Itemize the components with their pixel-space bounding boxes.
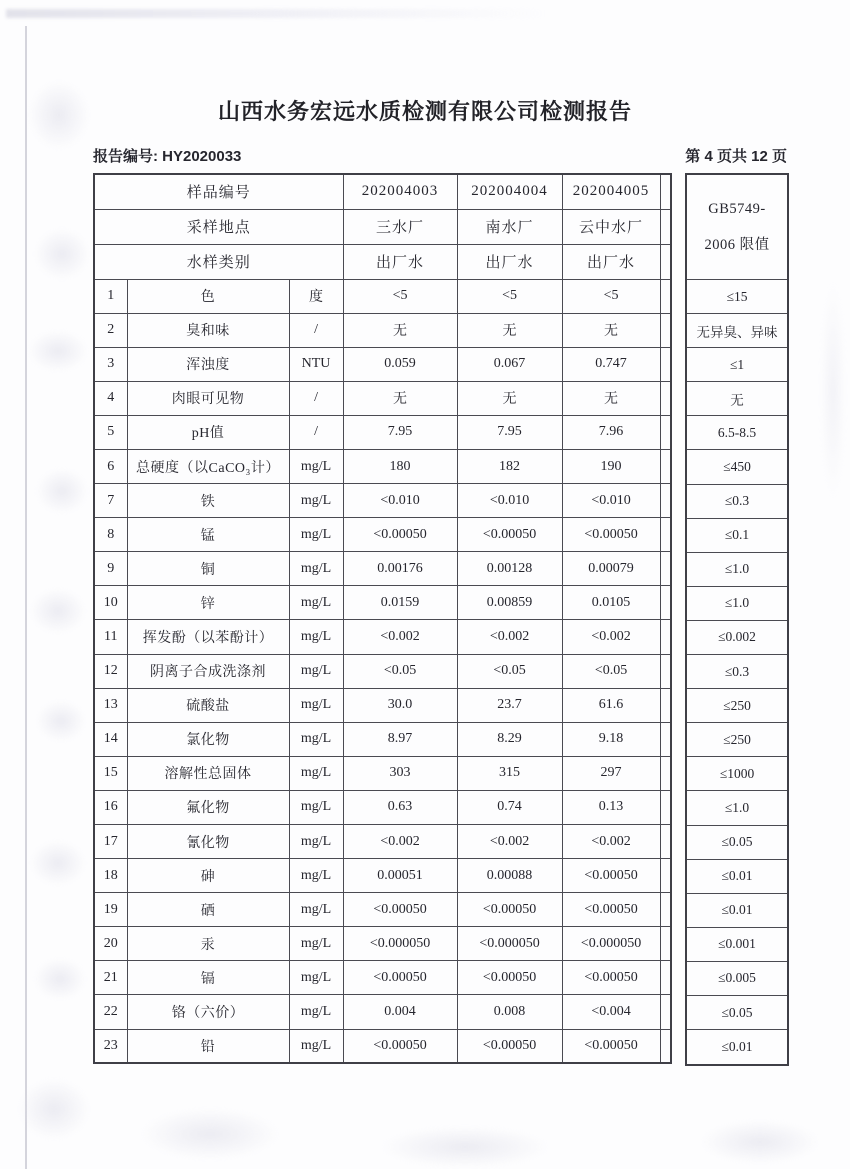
cell-v1: <0.00050 [343, 1029, 457, 1063]
page-title: 山西水务宏远水质检测有限公司检测报告 [217, 99, 632, 124]
cell-v1: <5 [343, 279, 457, 313]
cell-unit: / [289, 313, 343, 347]
cell-v2: 0.00859 [457, 586, 562, 620]
header-row-sample-no [94, 174, 671, 209]
cell-no: 4 [94, 381, 127, 415]
cell-v2: <0.002 [457, 620, 562, 654]
scan-blot [30, 588, 86, 634]
spacer-cell [660, 347, 671, 381]
cell-v1: 303 [343, 756, 457, 790]
cell-v3: <0.05 [562, 654, 660, 688]
cell-no: 10 [94, 586, 127, 620]
cell-unit: mg/L [289, 518, 343, 552]
scan-blot [380, 1126, 550, 1168]
cell-no: 19 [94, 893, 127, 927]
result-row [94, 893, 671, 927]
scan-blot [28, 330, 88, 372]
cell-v1: <0.00050 [343, 961, 457, 995]
result-row [94, 484, 671, 518]
cell-no: 12 [94, 654, 127, 688]
cell-v2: 无 [457, 381, 562, 415]
limit-cell: ≤1 [687, 348, 787, 382]
result-row [94, 347, 671, 381]
cell-no: 22 [94, 995, 127, 1029]
cell-v2: 8.29 [457, 722, 562, 756]
cell-name: 色 [127, 279, 289, 313]
cell-unit: mg/L [289, 688, 343, 722]
spacer-cell [660, 927, 671, 961]
location-label: 采样地点 [94, 209, 343, 244]
cell-no: 18 [94, 859, 127, 893]
cell-v2: <0.010 [457, 484, 562, 518]
sample-no-1: 202004003 [343, 174, 457, 209]
location-1: 三水厂 [343, 209, 457, 244]
cell-unit: mg/L [289, 620, 343, 654]
cell-name: 铬（六价） [127, 995, 289, 1029]
cell-no: 9 [94, 552, 127, 586]
spacer-cell [660, 961, 671, 995]
cell-v3: 无 [562, 313, 660, 347]
results-body [94, 279, 671, 1063]
sample-no-label: 样品编号 [94, 174, 343, 209]
limit-standard-line1: GB5749- [708, 200, 766, 217]
limit-cell: ≤0.01 [687, 894, 787, 928]
cell-v2: 7.95 [457, 415, 562, 449]
cell-v1: 180 [343, 449, 457, 483]
cell-v1: 0.059 [343, 347, 457, 381]
limit-standard-header [687, 175, 787, 280]
cell-no: 7 [94, 484, 127, 518]
cell-unit: mg/L [289, 790, 343, 824]
cell-v2: 无 [457, 313, 562, 347]
cell-v2: <0.002 [457, 825, 562, 859]
limit-cell: ≤1.0 [687, 587, 787, 621]
spacer-cell [660, 484, 671, 518]
cell-unit: mg/L [289, 654, 343, 688]
cell-v1: <0.000050 [343, 927, 457, 961]
spacer-cell [660, 620, 671, 654]
cell-name: 挥发酚（以苯酚计） [127, 620, 289, 654]
spacer-cell [660, 415, 671, 449]
category-label: 水样类别 [94, 244, 343, 279]
result-row [94, 586, 671, 620]
cell-v1: <0.010 [343, 484, 457, 518]
cell-name: 氰化物 [127, 825, 289, 859]
cell-name: 铅 [127, 1029, 289, 1063]
spacer-cell [660, 859, 671, 893]
cell-unit: mg/L [289, 722, 343, 756]
cell-v2: 0.74 [457, 790, 562, 824]
scan-edge-line [25, 26, 27, 1169]
cell-v3: <0.010 [562, 484, 660, 518]
limits-table [685, 173, 789, 1066]
limit-cell: ≤0.05 [687, 996, 787, 1030]
cell-v3: 7.96 [562, 415, 660, 449]
spacer-cell [660, 756, 671, 790]
spacer-cell [660, 279, 671, 313]
scan-blot [30, 840, 86, 886]
scan-blot [820, 280, 846, 500]
cell-unit: mg/L [289, 961, 343, 995]
cell-no: 1 [94, 279, 127, 313]
cell-v2: 0.008 [457, 995, 562, 1029]
limit-cell: ≤450 [687, 450, 787, 484]
cell-v1: <0.05 [343, 654, 457, 688]
cell-v2: 0.00128 [457, 552, 562, 586]
cell-unit: mg/L [289, 449, 343, 483]
spacer-cell [660, 995, 671, 1029]
limit-cell: ≤0.1 [687, 519, 787, 553]
cell-v1: 0.63 [343, 790, 457, 824]
limit-cell: ≤0.3 [687, 485, 787, 519]
sample-no-2: 202004004 [457, 174, 562, 209]
spacer-cell [660, 209, 671, 244]
limit-cell: ≤0.002 [687, 621, 787, 655]
result-row [94, 381, 671, 415]
cell-no: 13 [94, 688, 127, 722]
cell-v2: <0.00050 [457, 518, 562, 552]
cell-no: 23 [94, 1029, 127, 1063]
results-table [93, 173, 672, 1064]
cell-unit: / [289, 415, 343, 449]
result-row [94, 1029, 671, 1063]
cell-name: 阴离子合成洗涤剂 [127, 654, 289, 688]
cell-no: 2 [94, 313, 127, 347]
cell-no: 8 [94, 518, 127, 552]
cell-unit: NTU [289, 347, 343, 381]
cell-no: 20 [94, 927, 127, 961]
result-row [94, 995, 671, 1029]
sample-no-3: 202004005 [562, 174, 660, 209]
result-row [94, 279, 671, 313]
cell-name: 锌 [127, 586, 289, 620]
cell-unit: mg/L [289, 995, 343, 1029]
scan-blot [140, 1108, 280, 1160]
cell-v1: 无 [343, 313, 457, 347]
cell-unit: mg/L [289, 586, 343, 620]
cell-v1: 30.0 [343, 688, 457, 722]
spacer-cell [660, 381, 671, 415]
category-2: 出厂水 [457, 244, 562, 279]
cell-no: 17 [94, 825, 127, 859]
cell-v3: <0.00050 [562, 518, 660, 552]
limit-standard-line2: 2006 限值 [704, 236, 770, 253]
spacer-cell [660, 790, 671, 824]
scan-blot [34, 958, 86, 1000]
cell-name: pH值 [127, 415, 289, 449]
cell-v3: <0.002 [562, 825, 660, 859]
cell-no: 3 [94, 347, 127, 381]
cell-v2: 182 [457, 449, 562, 483]
scan-blot [36, 700, 86, 742]
cell-no: 5 [94, 415, 127, 449]
cell-no: 16 [94, 790, 127, 824]
limit-cell: ≤1000 [687, 757, 787, 791]
spacer-cell [660, 174, 671, 209]
cell-v3: <0.00050 [562, 961, 660, 995]
cell-v3: <0.00050 [562, 1029, 660, 1063]
cell-name: 铜 [127, 552, 289, 586]
cell-name: 硒 [127, 893, 289, 927]
report-number: 报告编号: HY2020033 [93, 148, 242, 165]
cell-unit: mg/L [289, 893, 343, 927]
result-row [94, 313, 671, 347]
cell-name: 汞 [127, 927, 289, 961]
cell-v1: 0.0159 [343, 586, 457, 620]
limit-cell: 无 [687, 382, 787, 416]
spacer-cell [660, 825, 671, 859]
cell-v2: <0.000050 [457, 927, 562, 961]
cell-no: 11 [94, 620, 127, 654]
cell-name: 肉眼可见物 [127, 381, 289, 415]
spacer-cell [660, 313, 671, 347]
limit-cell: ≤1.0 [687, 553, 787, 587]
report-meta-row [93, 145, 787, 166]
location-3: 云中水厂 [562, 209, 660, 244]
scan-blot [34, 228, 90, 280]
result-row [94, 620, 671, 654]
cell-no: 15 [94, 756, 127, 790]
limit-cell: 6.5-8.5 [687, 416, 787, 450]
cell-v2: <0.00050 [457, 961, 562, 995]
cell-v1: 7.95 [343, 415, 457, 449]
result-row [94, 415, 671, 449]
result-row [94, 654, 671, 688]
cell-unit: / [289, 381, 343, 415]
cell-v3: 297 [562, 756, 660, 790]
cell-name: 臭和味 [127, 313, 289, 347]
cell-v3: 190 [562, 449, 660, 483]
cell-unit: mg/L [289, 1029, 343, 1063]
result-row [94, 961, 671, 995]
cell-v3: <0.004 [562, 995, 660, 1029]
cell-no: 6 [94, 449, 127, 483]
result-row [94, 518, 671, 552]
cell-v3: 无 [562, 381, 660, 415]
cell-name: 硫酸盐 [127, 688, 289, 722]
cell-name: 氯化物 [127, 722, 289, 756]
cell-v3: 61.6 [562, 688, 660, 722]
cell-unit: mg/L [289, 756, 343, 790]
cell-unit: mg/L [289, 927, 343, 961]
cell-unit: 度 [289, 279, 343, 313]
cell-v3: 9.18 [562, 722, 660, 756]
results-area [93, 173, 789, 1066]
category-3: 出厂水 [562, 244, 660, 279]
cell-v2: <5 [457, 279, 562, 313]
limit-cell: ≤0.05 [687, 826, 787, 860]
spacer-cell [660, 518, 671, 552]
cell-v2: <0.05 [457, 654, 562, 688]
spacer-cell [660, 244, 671, 279]
cell-v2: <0.00050 [457, 1029, 562, 1063]
spacer-cell [660, 654, 671, 688]
spacer-cell [660, 449, 671, 483]
cell-v3: <0.002 [562, 620, 660, 654]
result-row [94, 688, 671, 722]
page-indicator: 第 4 页共 12 页 [685, 148, 787, 165]
cell-name: 铁 [127, 484, 289, 518]
result-row [94, 552, 671, 586]
cell-no: 21 [94, 961, 127, 995]
header-row-location [94, 209, 671, 244]
cell-v3: <0.000050 [562, 927, 660, 961]
cell-v2: 0.067 [457, 347, 562, 381]
category-1: 出厂水 [343, 244, 457, 279]
cell-v1: 0.004 [343, 995, 457, 1029]
limit-cell: 无异臭、异味 [687, 314, 787, 348]
scan-smudge-top [6, 9, 546, 18]
cell-v1: <0.00050 [343, 893, 457, 927]
cell-v2: <0.00050 [457, 893, 562, 927]
result-row [94, 927, 671, 961]
cell-name: 氟化物 [127, 790, 289, 824]
cell-v3: <0.00050 [562, 859, 660, 893]
cell-v3: 0.747 [562, 347, 660, 381]
cell-v3: 0.0105 [562, 586, 660, 620]
cell-unit: mg/L [289, 484, 343, 518]
result-row [94, 449, 671, 483]
limit-cell: ≤1.0 [687, 791, 787, 825]
cell-v1: 0.00051 [343, 859, 457, 893]
cell-v1: 8.97 [343, 722, 457, 756]
cell-v1: <0.002 [343, 825, 457, 859]
cell-name: 浑浊度 [127, 347, 289, 381]
cell-v2: 0.00088 [457, 859, 562, 893]
cell-v3: 0.13 [562, 790, 660, 824]
result-row [94, 825, 671, 859]
limit-cell: ≤0.01 [721, 1039, 753, 1055]
cell-unit: mg/L [289, 825, 343, 859]
cell-v3: <0.00050 [562, 893, 660, 927]
spacer-cell [660, 552, 671, 586]
cell-v1: 0.00176 [343, 552, 457, 586]
scan-blot [36, 468, 88, 514]
cell-no: 14 [94, 722, 127, 756]
spacer-cell [660, 1029, 671, 1063]
spacer-cell [660, 893, 671, 927]
result-row [94, 722, 671, 756]
location-2: 南水厂 [457, 209, 562, 244]
limit-cell: ≤250 [687, 723, 787, 757]
cell-name: 溶解性总固体 [127, 756, 289, 790]
scan-blot [700, 1120, 820, 1164]
cell-name: 砷 [127, 859, 289, 893]
limit-cell: ≤250 [687, 689, 787, 723]
spacer-cell [660, 586, 671, 620]
cell-v2: 315 [457, 756, 562, 790]
result-row [94, 756, 671, 790]
cell-v1: 无 [343, 381, 457, 415]
limit-cell: ≤0.3 [687, 655, 787, 689]
cell-v3: 0.00079 [562, 552, 660, 586]
cell-unit: mg/L [289, 859, 343, 893]
cell-name: 总硬度（以CaCO₃计） [127, 449, 289, 483]
limit-cell: ≤0.001 [687, 928, 787, 962]
cell-name: 锰 [127, 518, 289, 552]
limit-cell: ≤0.005 [687, 962, 787, 996]
cell-v2: 23.7 [457, 688, 562, 722]
result-row [94, 790, 671, 824]
limit-cell: ≤15 [687, 280, 787, 314]
limits-body [687, 280, 787, 1064]
result-row [94, 859, 671, 893]
spacer-cell [660, 722, 671, 756]
cell-v3: <5 [562, 279, 660, 313]
limit-cell: ≤0.01 [687, 860, 787, 894]
cell-unit: mg/L [289, 552, 343, 586]
cell-v1: <0.00050 [343, 518, 457, 552]
cell-v1: <0.002 [343, 620, 457, 654]
header-row-category [94, 244, 671, 279]
scan-blot [18, 1078, 90, 1140]
spacer-cell [660, 688, 671, 722]
cell-name: 镉 [127, 961, 289, 995]
